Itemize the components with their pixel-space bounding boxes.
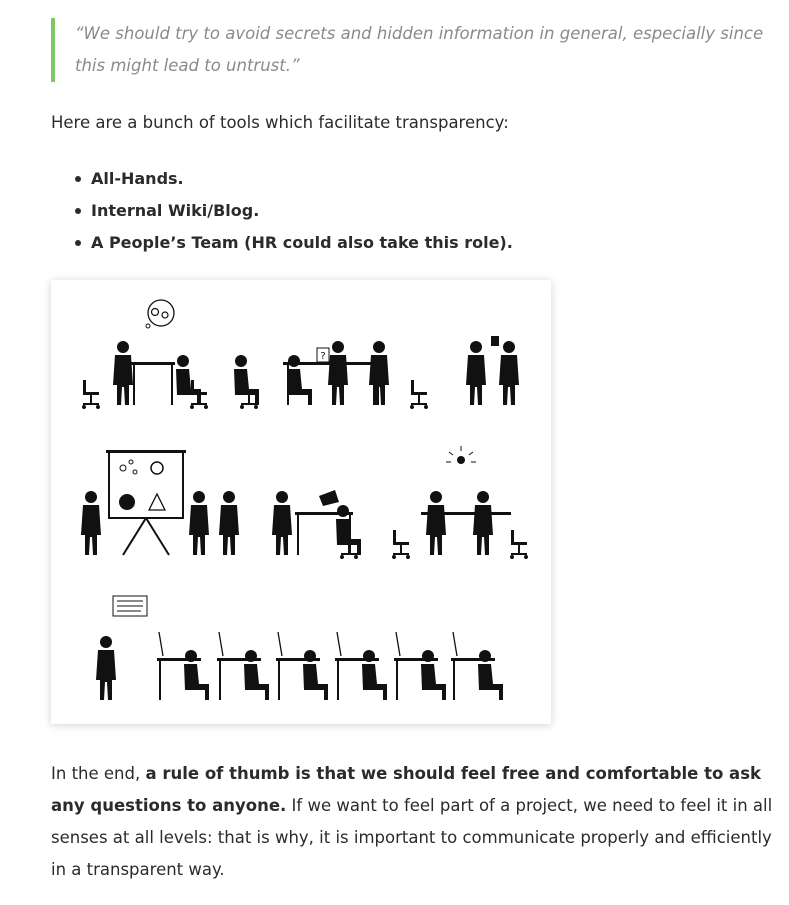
closing-paragraph (51, 758, 773, 886)
closing-lead: In the end, (51, 764, 146, 783)
illustration-image (51, 280, 551, 724)
row-3-scene (96, 596, 503, 700)
quote-text: “We should try to avoid secrets and hidden information in general, especially since this might lead to untrust.” (75, 24, 764, 75)
row-1-scene (82, 300, 519, 409)
list-item: A People’s Team (HR could also take this role). (91, 227, 513, 259)
tools-list (91, 163, 513, 259)
row-2-scene (81, 446, 528, 559)
closing-rest: If we want to feel part of a project, we need to feel it in all senses at all levels: that is why, it is important to communicate properly and efficiently in a transparent way. (51, 796, 773, 879)
intro-paragraph: Here are a bunch of tools which facilitate transparency: (51, 113, 509, 132)
list-item: Internal Wiki/Blog. (91, 195, 513, 227)
quote-block (51, 18, 780, 82)
closing-emphasis: a rule of thumb is that we should feel free and comfortable to ask any questions to anyone. (51, 764, 761, 815)
office-people-silhouettes-illustration (51, 280, 551, 724)
list-item: All-Hands. (91, 163, 513, 195)
question-mark: ? (320, 351, 326, 362)
